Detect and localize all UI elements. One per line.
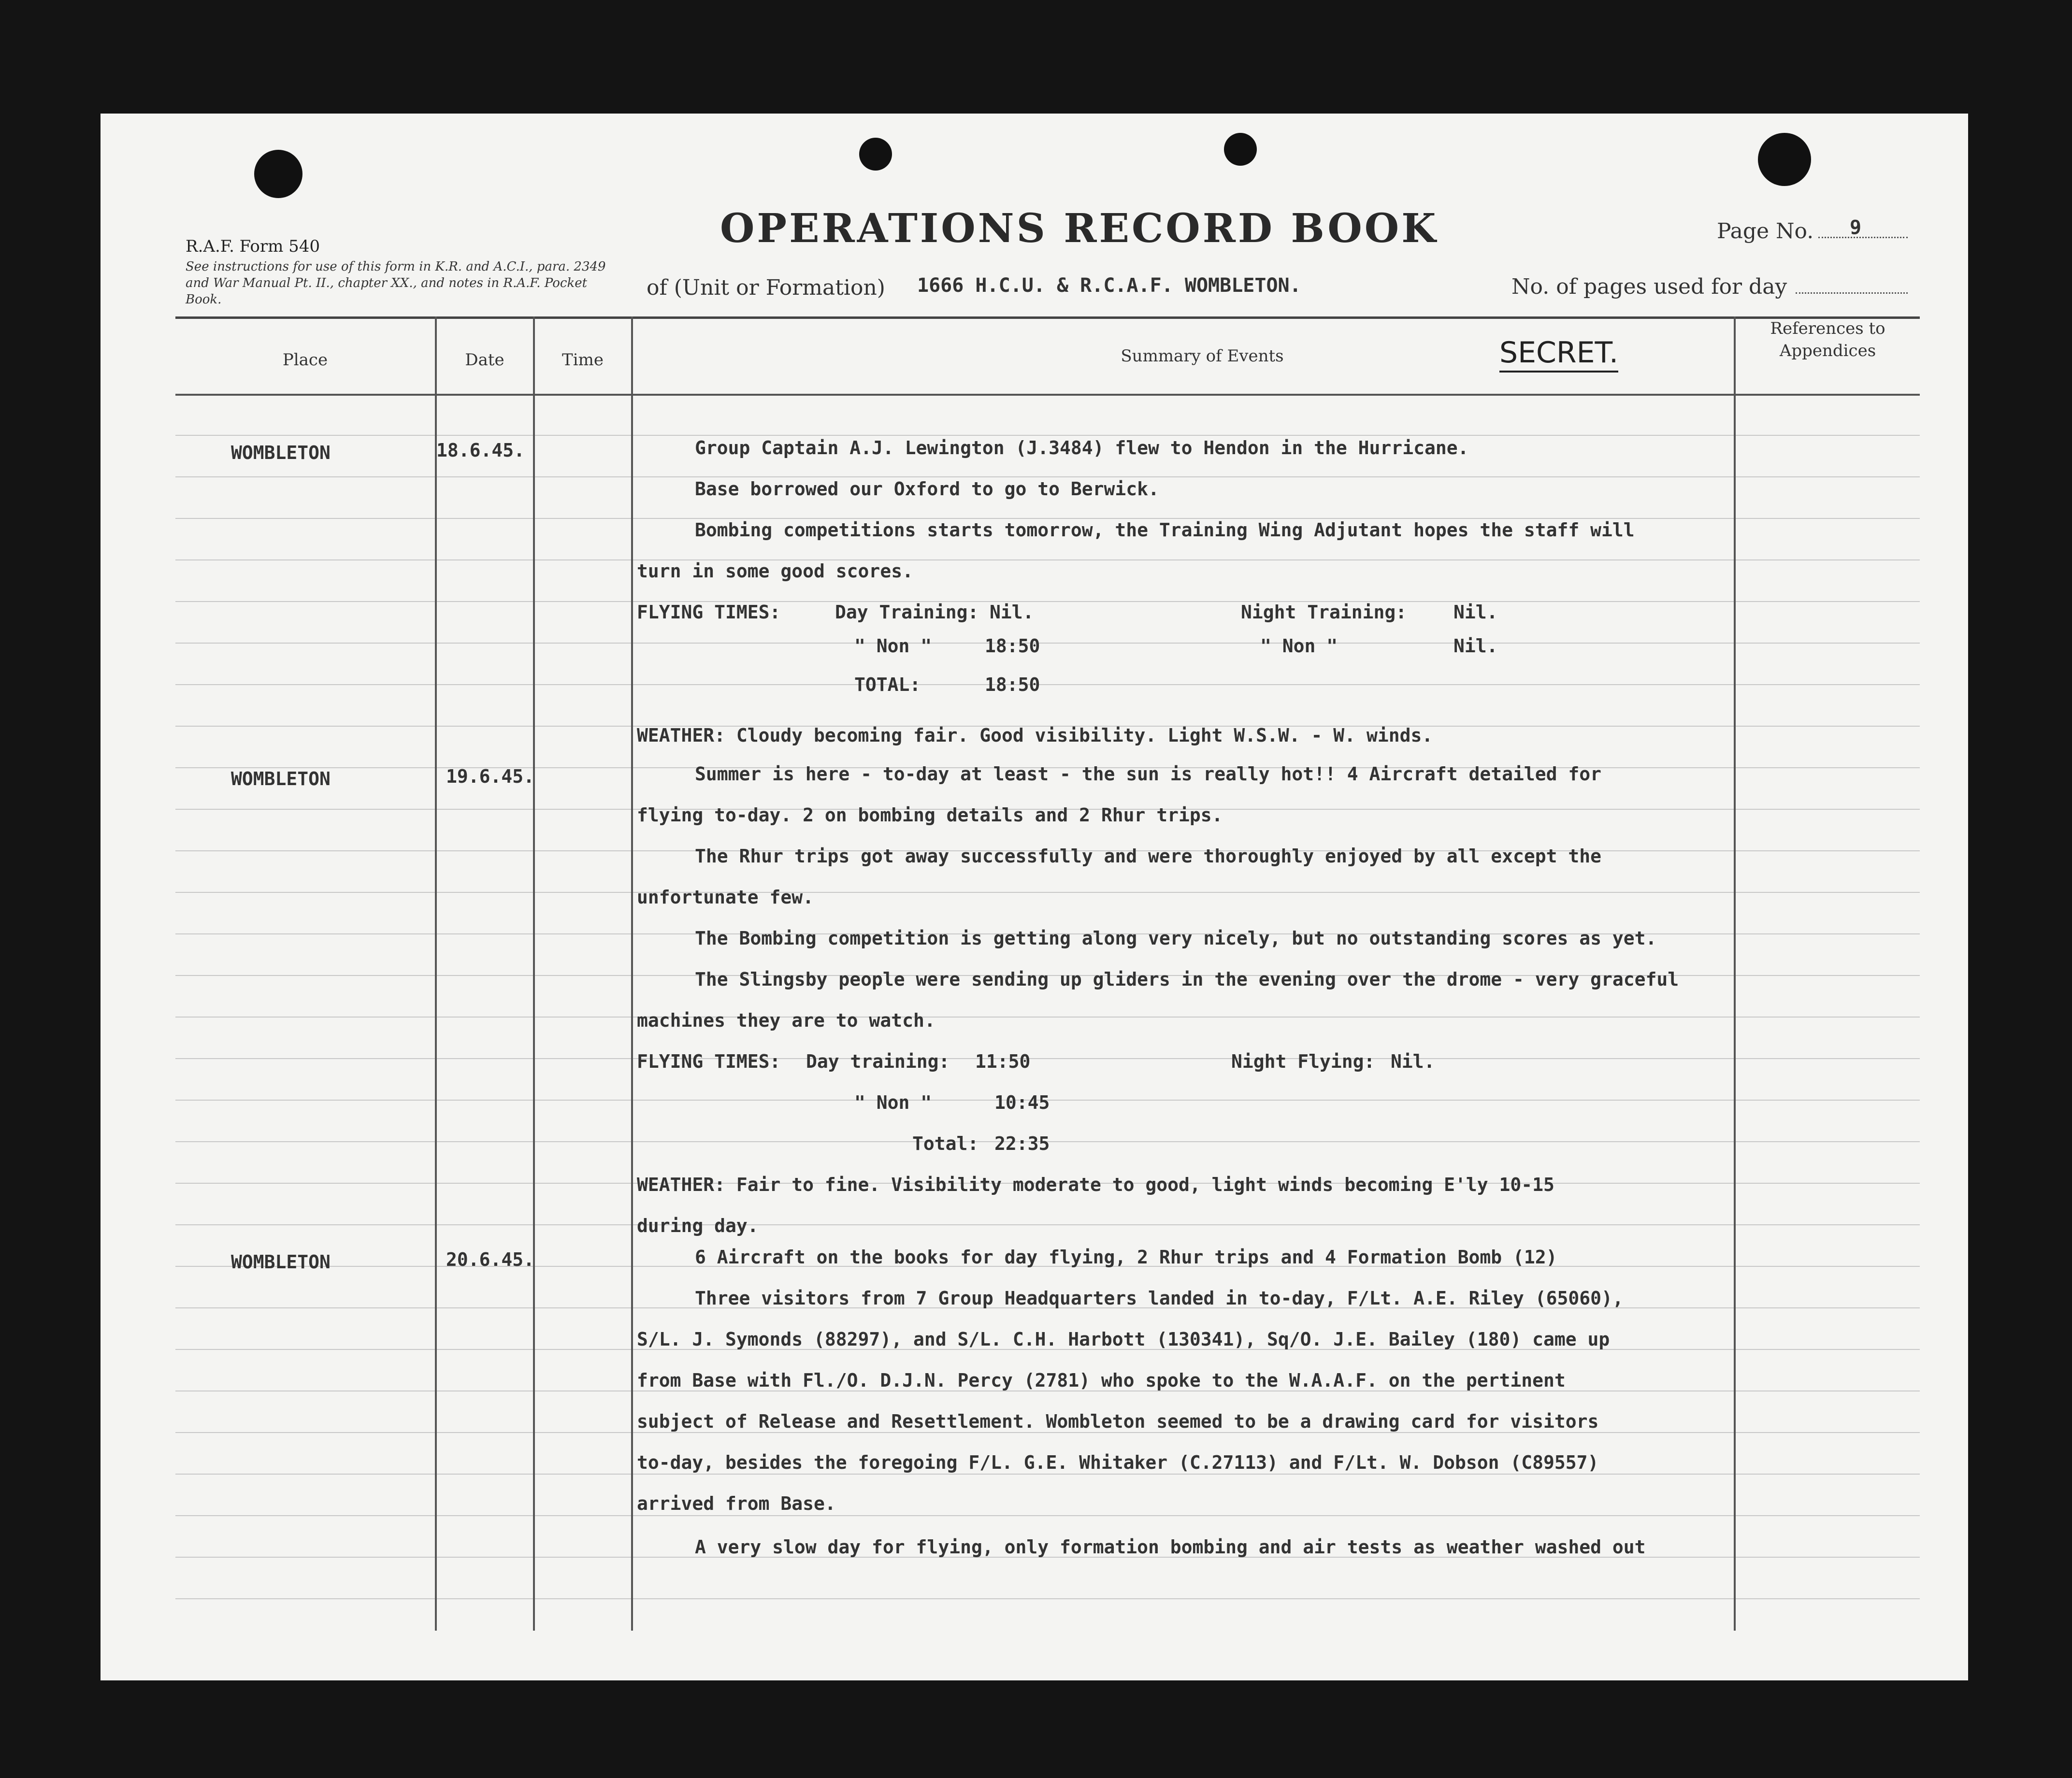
summary-line: machines they are to watch. [637, 1010, 935, 1031]
binder-hole-right [1758, 133, 1811, 186]
ruled-line [175, 1017, 1920, 1018]
summary-line: Bombing competitions starts tomorrow, the Training Wing Adjutant hopes the staff will [695, 519, 1635, 541]
summary-line: S/L. J. Symonds (88297), and S/L. C.H. Harbott (130341), Sq/O. J.E. Bailey (180) came up [637, 1329, 1610, 1350]
summary-line: Summer is here - to-day at least - the sun is really hot!! 4 Aircraft detailed for [695, 763, 1601, 785]
night-flying-value: Nil. [1391, 1051, 1435, 1072]
column-header-summary: Summary of Events [1121, 346, 1284, 366]
summary-line: The Slingsby people were sending up gliders in the evening over the drome - very graceful [695, 969, 1679, 990]
summary-line: The Rhur trips got away successfully and were thoroughly enjoyed by all except the [695, 846, 1601, 867]
non-day-label: " Non " [854, 635, 932, 657]
ruled-line [175, 518, 1920, 519]
ruled-line [175, 1432, 1920, 1433]
column-divider-time-summary [631, 316, 633, 1631]
entry-date: 20.6.45. [446, 1249, 535, 1270]
day-training-label: Day Training: [835, 602, 979, 623]
ruled-line [175, 559, 1920, 560]
page-number-rule [1818, 237, 1908, 238]
summary-line: WEATHER: Cloudy becoming fair. Good visibility. Light W.S.W. - W. winds. [637, 725, 1433, 746]
night-flying-label: Night Flying: [1231, 1051, 1375, 1072]
ruled-line [175, 601, 1920, 602]
total-value: 22:35 [994, 1133, 1050, 1154]
ruled-line [175, 1474, 1920, 1475]
column-header-place: Place [282, 350, 328, 370]
ruled-line [175, 684, 1920, 685]
total-label: TOTAL: [854, 674, 921, 695]
summary-line: during day. [637, 1215, 759, 1236]
binder-hole-left [254, 150, 302, 198]
summary-line: The Bombing competition is getting along very nicely, but no outstanding scores as yet. [695, 928, 1657, 949]
summary-line: turn in some good scores. [637, 560, 913, 582]
non-night-label: " Non " [1260, 635, 1338, 657]
entry-place: WOMBLETON [231, 1251, 331, 1273]
binder-hole-center-right [1224, 133, 1257, 166]
non-day-value: 10:45 [994, 1092, 1050, 1113]
entry-date: 18.6.45. [436, 440, 525, 461]
column-divider-date-time [533, 316, 535, 1631]
summary-line: 6 Aircraft on the books for day flying, 2 Rhur trips and 4 Formation Bomb (12) [695, 1247, 1557, 1268]
form-number: R.A.F. Form 540 [186, 237, 320, 256]
night-training-value: Nil. [1453, 602, 1498, 623]
night-training-label: Night Training: [1241, 602, 1407, 623]
non-night-value: Nil. [1453, 635, 1498, 657]
ruled-line [175, 643, 1920, 644]
summary-line: WEATHER: Fair to fine. Visibility moderate to good, light winds becoming E'ly 10-15 [637, 1174, 1554, 1195]
total-value: 18:50 [985, 674, 1040, 695]
unit-value: 1666 H.C.U. & R.C.A.F. WOMBLETON. [917, 274, 1301, 297]
summary-line: to-day, besides the foregoing F/L. G.E. Whitaker (C.27113) and F/Lt. W. Dobson (C89557) [637, 1452, 1599, 1473]
pages-used-label: No. of pages used for day [1511, 274, 1787, 299]
page-number-label: Page No. [1717, 219, 1814, 244]
summary-line: A very slow day for flying, only formation bombing and air tests as weather washed out [695, 1536, 1646, 1558]
ruled-line [175, 1224, 1920, 1225]
non-day-label: " Non " [854, 1092, 932, 1113]
column-header-date: Date [465, 350, 504, 370]
column-divider-place-date [435, 316, 437, 1631]
form-instructions: See instructions for use of this form in K.R. and A.C.I., para. 2349 and War Manual Pt. II., chapter XX., and notes in R.A.F. Pocket Book. [186, 259, 606, 307]
total-label: Total: [912, 1133, 979, 1154]
ruled-line [175, 435, 1920, 436]
binder-hole-center-left [859, 138, 892, 171]
ruled-line [175, 1515, 1920, 1516]
day-training-label: Day training: [806, 1051, 950, 1072]
day-training-value: Nil. [990, 602, 1034, 623]
summary-line: flying to-day. 2 on bombing details and 2 Rhur trips. [637, 804, 1223, 826]
form-sheet [101, 114, 1968, 1680]
document-title: OPERATIONS RECORD BOOK [720, 205, 1439, 252]
ruled-line [175, 892, 1920, 893]
summary-line: unfortunate few. [637, 887, 814, 908]
summary-line: from Base with Fl./O. D.J.N. Percy (2781) who spoke to the W.A.A.F. on the pertinent [637, 1370, 1566, 1391]
entry-date: 19.6.45. [446, 766, 535, 787]
flying-times-label: FLYING TIMES: [637, 1051, 781, 1072]
column-header-references: References to Appendices [1770, 319, 1885, 360]
unit-label: of (Unit or Formation) [647, 275, 885, 300]
column-header-rule [175, 394, 1920, 396]
day-training-value: 11:50 [975, 1051, 1031, 1072]
entry-place: WOMBLETON [231, 768, 331, 789]
summary-line: Group Captain A.J. Lewington (J.3484) flew to Hendon in the Hurricane. [695, 437, 1469, 459]
secret-stamp: SECRET. [1499, 336, 1618, 373]
entry-place: WOMBLETON [231, 442, 331, 463]
flying-times-label: FLYING TIMES: [637, 602, 781, 623]
non-day-value: 18:50 [985, 635, 1040, 657]
summary-line: subject of Release and Resettlement. Wombleton seemed to be a drawing card for visitors [637, 1411, 1599, 1432]
column-divider-summary-references [1734, 316, 1736, 1631]
column-header-time: Time [562, 350, 604, 370]
page-number-value: 9 [1850, 216, 1862, 239]
header-rule [175, 316, 1920, 319]
ruled-line [175, 1058, 1920, 1059]
ruled-line [175, 476, 1920, 477]
summary-line: arrived from Base. [637, 1493, 836, 1514]
ruled-line [175, 1598, 1920, 1599]
summary-line: Base borrowed our Oxford to go to Berwick. [695, 478, 1159, 500]
summary-line: Three visitors from 7 Group Headquarters landed in to-day, F/Lt. A.E. Riley (65060), [695, 1288, 1624, 1309]
pages-used-rule [1796, 292, 1908, 294]
